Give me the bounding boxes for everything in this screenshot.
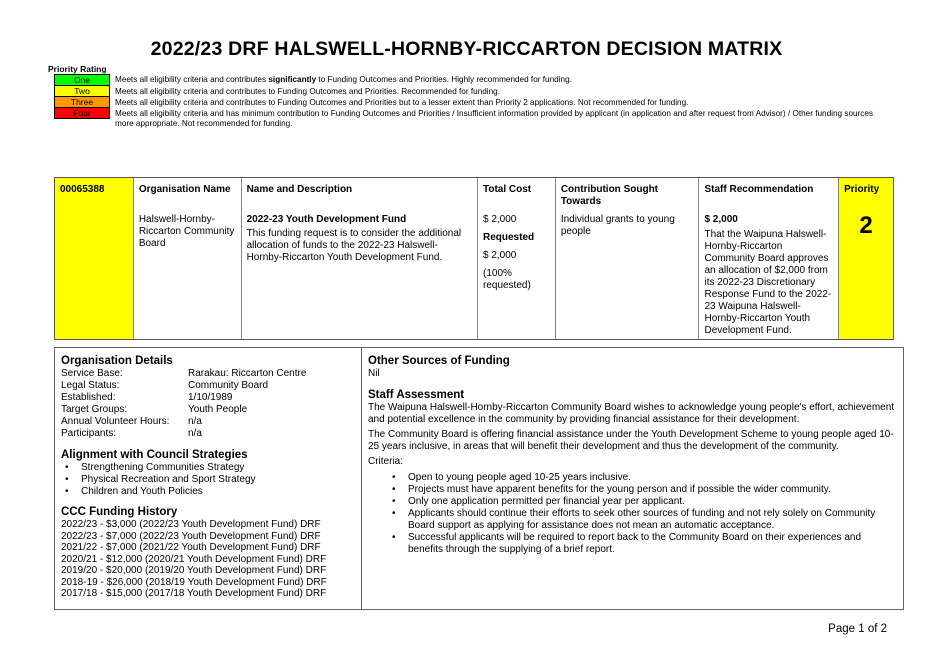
- priority-rating-heading: Priority Rating: [48, 64, 107, 74]
- total-cost-header: Total Cost: [482, 184, 532, 195]
- contribution-sought-header: Contribution Sought Towards: [560, 184, 659, 207]
- list-item: • Strengthening Communities Strategy: [61, 462, 355, 474]
- priority-cell: [839, 178, 893, 339]
- project-title: 2022-23 Youth Development Fund: [246, 214, 407, 225]
- name-description-cell: [242, 178, 478, 339]
- application-id-cell: [55, 178, 134, 339]
- list-item: • Projects must have apparent benefits for the young person and if possible the wider community.: [390, 484, 897, 496]
- name-description-header: Name and Description: [246, 184, 353, 195]
- criteria-list: [390, 472, 897, 556]
- legend-description: [110, 74, 572, 85]
- history-line: 2019/20 - $20,000 (2019/20 Youth Development Fund) DRF: [61, 565, 327, 576]
- list-item: • Open to young people aged 10-25 years inclusive.: [390, 472, 897, 484]
- history-line: 2022/23 - $3,000 (2022/23 Youth Development Fund) DRF: [61, 519, 321, 530]
- list-item: • Physical Recreation and Sport Strategy: [61, 474, 355, 486]
- detail-value: Rarakau: Riccarton Centre: [188, 368, 307, 379]
- staff-assessment-para-1: The Waipuna Halswell-Hornby-Riccarton Community Board wishes to acknowledge young people's effort, achievement and potential excellence in the community by providing financial assistance for their development.: [368, 402, 895, 425]
- detail-key: Service Base:: [61, 368, 123, 379]
- detail-key: Legal Status:: [61, 380, 120, 391]
- organisation-details-title: Organisation Details: [61, 355, 173, 367]
- staff-assessment-title: Staff Assessment: [368, 389, 465, 401]
- priority-header: Priority: [844, 184, 880, 195]
- detail-key: Target Groups:: [61, 404, 128, 415]
- staff-assessment-para-2: The Community Board is offering financial assistance under the Youth Development Scheme to young people aged 10-25 years inclusive, in areas that will benefit their development and thus the development of the community.: [368, 429, 894, 452]
- list-item: • Only one application permitted per financial year per applicant.: [390, 496, 897, 508]
- requested-percent: (100% requested): [482, 268, 531, 291]
- history-line: 2018-19 - $26,000 (2018/19 Youth Development Fund) DRF: [61, 576, 327, 588]
- priority-value: 2: [859, 212, 873, 239]
- organisation-name: Halswell-Hornby-Riccarton Community Board: [138, 214, 235, 249]
- legend-description: Meets all eligibility criteria and contributes to Funding Outcomes and Priorities. Recommended for funding.: [115, 87, 501, 96]
- history-line: 2020/21 - $12,000 (2020/21 Youth Development Fund) DRF: [61, 553, 327, 565]
- organisation-header: Organisation Name: [138, 184, 231, 195]
- legend-text: Meets all eligibility criteria and contributes: [115, 75, 269, 84]
- legend-text: to Funding Outcomes and Priorities. Highly recommended for funding.: [316, 75, 572, 84]
- history-line: 2017/18 - $15,000 (2017/18 Youth Development Fund) DRF: [61, 588, 327, 599]
- alignment-title: Alignment with Council Strategies: [61, 449, 248, 461]
- project-description: This funding request is to consider the additional allocation of funds to the 2022-23 Halswell-Hornby-Riccarton Youth Development Fund.: [246, 228, 462, 263]
- detail-row: [61, 416, 355, 428]
- list-item: • Successful applicants will be required to report back to the Community Board on their experiences and benefits through the supplying of a brief report.: [390, 532, 897, 556]
- staff-recommendation-header: Staff Recommendation: [704, 184, 814, 195]
- detail-value: 1/10/1989: [188, 392, 233, 403]
- total-cost-value: $ 2,000: [482, 214, 517, 225]
- decision-matrix-table: [54, 177, 894, 340]
- legend-row-three: [54, 97, 884, 108]
- priority-swatch-two: Two: [54, 85, 110, 97]
- requested-amount: $ 2,000: [482, 250, 517, 261]
- detail-value: n/a: [188, 428, 202, 439]
- legend-description: Meets all eligibility criteria and has minimum contribution to Funding Outcomes and Priorities / Insufficient information provided by applicant (in application and after request from Advisor) / Other funding sources more appropriate. Not recommended for funding.: [115, 109, 874, 128]
- list-item: • Children and Youth Policies: [61, 486, 355, 498]
- list-item: • Applicants should continue their efforts to seek other sources of funding and not rely solely on Community Board support as applying for assistance does not mean an automatic acceptance.: [390, 508, 897, 532]
- contribution-sought-value: Individual grants to young people: [560, 214, 675, 237]
- total-cost-cell: [478, 178, 556, 339]
- page-number: Page 1 of 2: [828, 623, 887, 635]
- detail-row: [61, 380, 355, 392]
- staff-recommendation-cell: [699, 178, 839, 339]
- page-title: 2022/23 DRF HALSWELL-HORNBY-RICCARTON DECISION MATRIX: [150, 38, 783, 60]
- other-sources-title: Other Sources of Funding: [368, 355, 510, 367]
- priority-legend: [54, 74, 884, 129]
- organisation-cell: [134, 178, 242, 339]
- funding-history-title: CCC Funding History: [61, 506, 178, 518]
- history-line: 2021/22 - $7,000 (2021/22 Youth Development Fund) DRF: [61, 542, 321, 553]
- detail-row: [61, 368, 355, 380]
- legend-emphasis: significantly: [268, 75, 317, 84]
- staff-recommendation-amount: $ 2,000: [704, 214, 738, 225]
- legend-row-one: [54, 74, 884, 86]
- legend-row-two: [54, 86, 884, 97]
- detail-row: [61, 404, 355, 416]
- requested-label: Requested: [482, 232, 535, 243]
- detail-key: Participants:: [61, 428, 117, 439]
- staff-recommendation-text: That the Waipuna Halswell-Hornby-Riccarton Community Board approves an allocation of $2,000 from its 2022-23 Discretionary Response Fund to the 2022-23 Waipuna Halswell-Hornby-Riccarton Youth Development Fund.: [704, 229, 832, 336]
- legend-description: Meets all eligibility criteria and contributes to Funding Outcomes and Priorities but to a lesser extent than Priority 2 applications. Not recommended for funding.: [115, 98, 689, 107]
- application-id: 00065388: [60, 184, 105, 195]
- detail-value: n/a: [188, 416, 202, 427]
- detail-key: Established:: [61, 392, 116, 403]
- priority-swatch-three: Three: [54, 96, 110, 108]
- other-sources-value: Nil: [368, 368, 380, 379]
- history-line: 2022/23 - $7,000 (2022/23 Youth Development Fund) DRF: [61, 530, 321, 542]
- detail-key: Annual Volunteer Hours:: [61, 416, 170, 427]
- criteria-label: Criteria:: [368, 456, 404, 467]
- priority-swatch-one: One: [54, 74, 110, 86]
- detail-value: Youth People: [188, 404, 248, 415]
- details-right-column: [362, 348, 903, 609]
- legend-row-four: [54, 108, 884, 129]
- detail-row: [61, 428, 355, 440]
- detail-value: Community Board: [188, 380, 269, 391]
- detail-row: [61, 392, 355, 404]
- details-left-column: [55, 348, 362, 609]
- priority-swatch-four: Four: [54, 107, 110, 119]
- alignment-list: [61, 462, 355, 498]
- details-panel: [54, 347, 904, 610]
- contribution-sought-cell: [556, 178, 700, 339]
